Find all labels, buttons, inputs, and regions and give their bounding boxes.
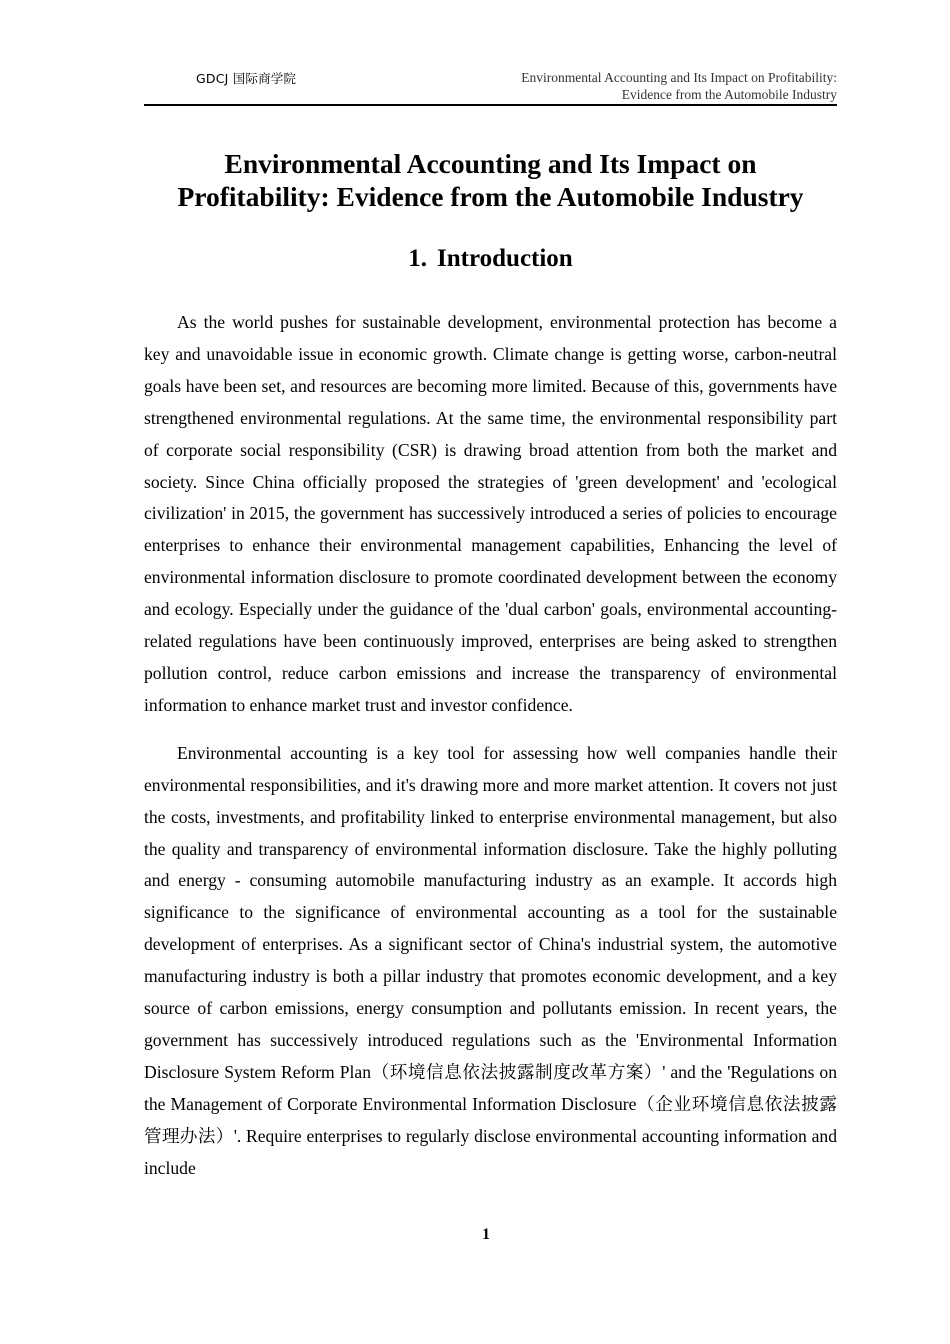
section-number: 1. (408, 245, 428, 272)
page-number: 1 (482, 1226, 490, 1243)
paper-title (144, 148, 837, 213)
paragraph: As the world pushes for sustainable development, environmental protection has become a key and unavoidable issue in economic growth. Climate change is getting worse, carbon-neutral goals have been set, and resources are becoming more limited. Because of this, governments have strengthened environmental regulations. At the same time, the environmental responsibility part of corporate social responsibility (CSR) is drawing broad attention from both the market and society. Since China officially proposed the strategies of 'green development' and 'ecological civilization' in 2015, the government has successively introduced a series of policies to encourage enterprises to enhance their environmental management capabilities, Enhancing the level of environmental information disclosure to promote coordinated development between the economy and ecology. Especially under the guidance of the 'dual carbon' goals, environmental accounting-related regulations have been continuously improved, enterprises are being asked to strengthen pollution control, reduce carbon emissions and increase the transparency of environmental information to enhance market trust and investor confidence. (144, 312, 837, 715)
section-heading (144, 244, 837, 274)
running-header (144, 66, 837, 106)
header-running-title-line1: Environmental Accounting and Its Impact on Profitability: (521, 70, 837, 85)
section-title: Introduction (437, 245, 573, 272)
paragraph: Environmental accounting is a key tool for assessing how well companies handle their environmental responsibilities, and it's drawing more and more market attention. It covers not just the costs, investments, and profitability linked to enterprise environmental management, but also the quality and transparency of environmental information disclosure. Take the highly polluting and energy - consuming automobile manufacturing industry as an example. It accords high significance to the significance of environmental accounting as a tool for the sustainable development of enterprises. As a significant sector of China's industrial system, the automotive manufacturing industry is both a pillar industry that promotes economic development, and a key source of carbon emissions, energy consumption and pollutants emission. In recent years, the government has successively introduced regulations such as the 'Environmental Information Disclosure System Reform Plan（环境信息依法披露制度改革方案）' and the 'Regulations on the Management of Corporate Environmental Information Disclosure（企业环境信息依法披露管理办法）'. Require enterprises to regularly disclose environmental accounting information and include (144, 742, 837, 1178)
paper-title-line1: Environmental Accounting and Its Impact on (224, 148, 757, 179)
header-institution-label: GDCJ 国际商学院 (196, 71, 297, 86)
header-running-title (521, 69, 837, 103)
paper-title-line2: Profitability: Evidence from the Automobile Industry (177, 180, 804, 212)
header-running-title-line2: Evidence from the Automobile Industry (621, 87, 837, 102)
body-text (144, 307, 837, 1200)
